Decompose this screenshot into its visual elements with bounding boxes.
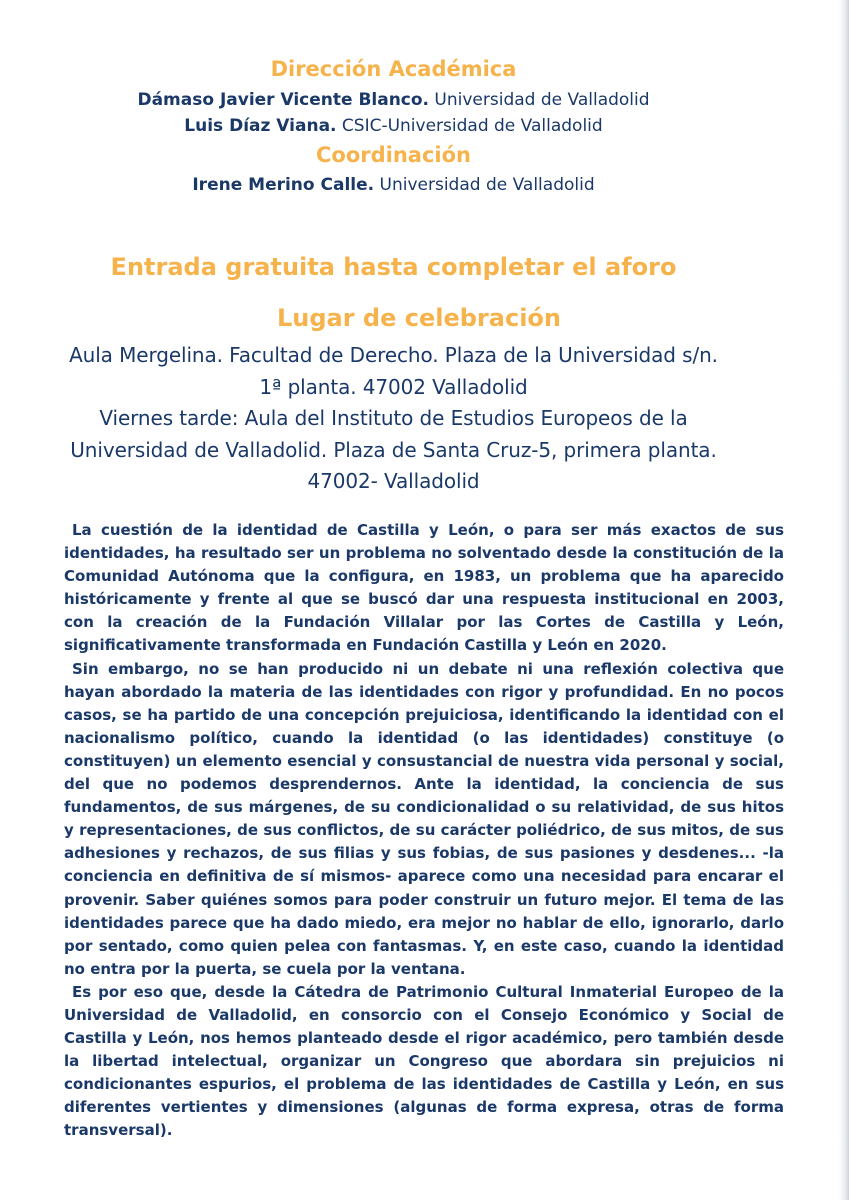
director-1-name: Dámaso Javier Vicente Blanco. xyxy=(137,90,430,110)
paragraph: Sin embargo, no se han producido ni un debate ni una reflexión colectiva que hayan abordado la materia de las identidades con rigor y profundidad. En no pocos casos, se ha partido de una concepción prejuiciosa, identificando la identidad con el nacionalismo político, cuando la identidad (o las identidades) constituye (o constituyen) un elemento esencial y consustancial de nuestra vida personal y social, del que no podemos desprendernos. Ante la identidad, la conciencia de sus fundamentos, de sus márgenes, de su condicionalidad o su relatividad, de sus hitos y representaciones, de sus conflictos, de su carácter poliédrico, de sus mitos, de sus adhesiones y rechazos, de sus filias y sus fobias, de sus pasiones y desdenes... -la conciencia en definitiva de sí mismos- aparece como una necesidad para encarar el provenir. Saber quiénes somos para poder construir un futuro mejor. El tema de las identidades parece que ha dado miedo, era mejor no hablar de ello, ignorarlo, darlo por sentado, como quien pelea con fantasmas. Y, en este caso, cuando la identidad no entra por la puerta, se cuela por la ventana. xyxy=(64,659,784,978)
coordinator-1-affiliation: Universidad de Valladolid xyxy=(374,175,595,195)
entrada-gratuita: Entrada gratuita hasta completar el aforo xyxy=(110,253,677,281)
venue-block xyxy=(40,340,747,498)
coordinator-1-name: Irene Merino Calle. xyxy=(192,175,375,195)
coordinacion-heading: Coordinación xyxy=(316,143,471,167)
page-edge-shadow xyxy=(839,0,849,1200)
director-1 xyxy=(0,88,787,112)
director-1-affiliation: Universidad de Valladolid xyxy=(429,90,650,110)
direccion-heading: Dirección Académica xyxy=(270,57,517,81)
director-2-affiliation: CSIC-Universidad de Valladolid xyxy=(336,116,603,136)
venue-line: 1ª planta. 47002 Valladolid xyxy=(259,374,528,399)
venue-line: Viernes tarde: Aula del Instituto de Estudios Europeos de la xyxy=(99,406,688,430)
venue-line: Aula Mergelina. Facultad de Derecho. Plaza de la Universidad s/n. xyxy=(69,343,718,367)
venue-line: 47002- Valladolid xyxy=(307,469,480,493)
lugar-heading: Lugar de celebración xyxy=(276,304,561,332)
coordinator-1 xyxy=(0,173,787,197)
paragraph: Es por eso que, desde la Cátedra de Patrimonio Cultural Inmaterial Europeo de la Universidad de Valladolid, en consorcio con el Consejo Económico y Social de Castilla y León, nos hemos planteado desde el rigor académico, pero también desde la libertad intelectual, organizar un Congreso que abordara sin prejuicios ni condicionantes espurios, el problema de las identidades de Castilla y León, en sus diferentes vertientes y dimensiones (algunas de forma expresa, otras de forma transversal). xyxy=(64,982,784,1140)
description-text xyxy=(64,519,784,1143)
director-2-name: Luis Díaz Viana. xyxy=(184,116,337,136)
venue-line: Universidad de Valladolid. Plaza de Santa Cruz-5, primera planta. xyxy=(70,437,717,462)
director-2 xyxy=(0,114,787,138)
paragraph: La cuestión de la identidad de Castilla y León, o para ser más exactos de sus identidades, ha resultado ser un problema no solventado desde la constitución de la Comunidad Autónoma que la configura, en 1983, un problema que ha aparecido históricamente y frente al que se buscó dar una respuesta institucional en 2003, con la creación de la Fundación Villalar por las Cortes de Castilla y León, significativamente transformada en Fundación Castilla y León en 2020. xyxy=(64,521,784,655)
